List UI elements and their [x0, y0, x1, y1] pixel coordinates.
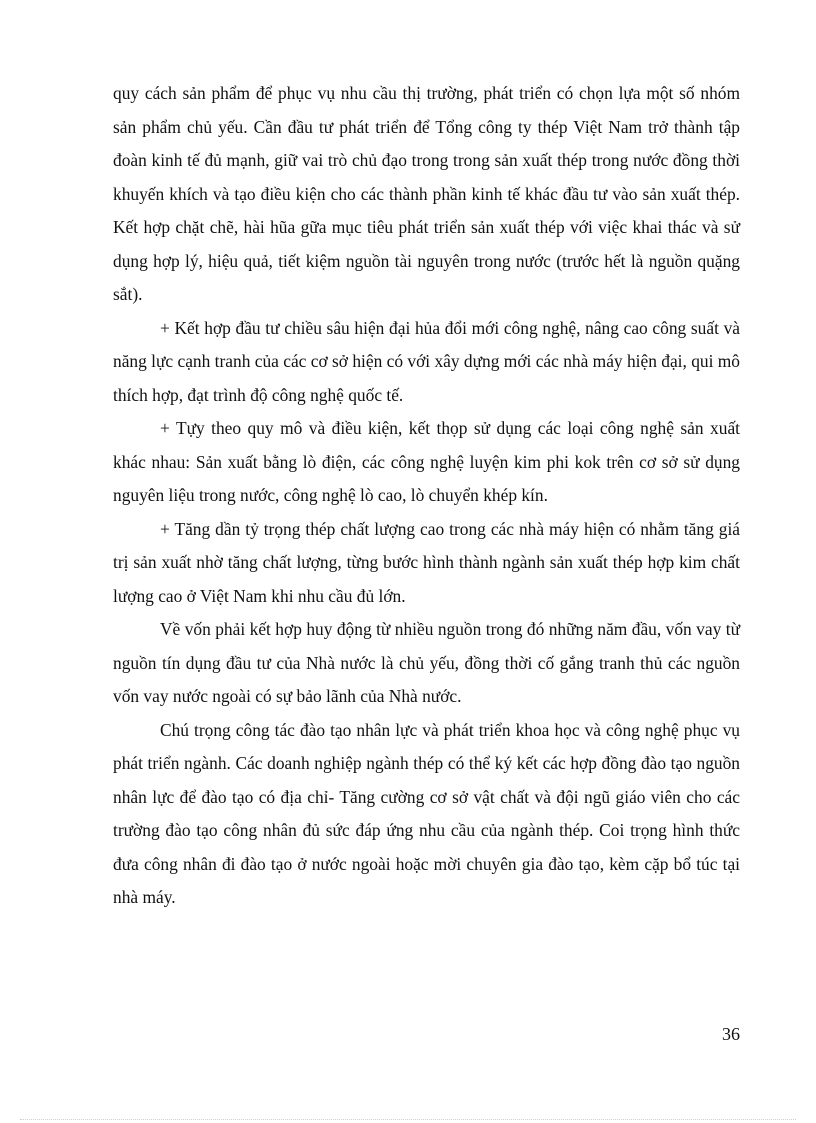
- paragraph-capital: Về vốn phải kết hợp huy động từ nhiều nguồn trong đó những năm đầu, vốn vay từ nguồn tín dụng đầu tư của Nhà nước là chủ yếu, đồng thời cố gắng tranh thủ các nguồn vốn vay nước ngoài có sự bảo lãnh của Nhà nước.: [113, 619, 740, 706]
- paragraph-training: Chú trọng công tác đào tạo nhân lực và phát triển khoa học và công nghệ phục vụ phát triển ngành. Các doanh nghiệp ngành thép có thể ký kết các hợp đồng đào tạo nguồn nhân lực để đào tạo có địa chỉ- Tăng cường cơ sở vật chất và đội ngũ giáo viên cho các trường đào tạo công nhân đủ sức đáp ứng nhu cầu của ngành thép. Coi trọng hình thức đưa công nhân đi đào tạo ở nước ngoài hoặc mời chuyên gia đào tạo, kèm cặp bổ túc tại nhà máy.: [113, 719, 740, 907]
- paragraph-technology-choice: + Tựy theo quy mô và điều kiện, kết thọp sử dụng các loại công nghệ sản xuất khác nhau: Sản xuất bằng lò điện, các công nghệ luyện kim phi kok trên cơ sở sử dụng nguyên liệu trong nước, công nghệ lò cao, lò chuyển khép kín.: [113, 418, 740, 505]
- body-text: [113, 77, 740, 915]
- page-number: 36: [722, 1024, 740, 1044]
- paragraph-high-quality-steel: + Tăng dần tỷ trọng thép chất lượng cao trong các nhà máy hiện có nhằm tăng giá trị sản xuất nhờ tăng chất lượng, từng bước hình thành ngành sản xuất thép hợp kim chất lượng cao ở Việt Nam khi nhu cầu đủ lớn.: [113, 518, 740, 606]
- paragraph-deep-investment: + Kết hợp đầu tư chiều sâu hiện đại hủa đổi mới công nghệ, nâng cao công suất và năng lực cạnh tranh của các cơ sở hiện có với xây dựng mới các nhà máy hiện đại, qui mô thích hợp, đạt trình độ công nghệ quốc tế.: [113, 317, 740, 405]
- bottom-divider: [20, 1119, 796, 1120]
- paragraph-product-specs: quy cách sản phẩm để phục vụ nhu cầu thị trường, phát triển có chọn lựa một số nhóm sản phẩm chủ yếu. Cần đầu tư phát triển để Tổng công ty thép Việt Nam trở thành tập đoàn kinh tế đủ mạnh, giữ vai trò chủ đạo trong trong sản xuất thép trong nước đồng thời khuyến khích và tạo điều kiện cho các thành phần kinh tế khác đầu tư vào sản xuất thép. Kết hợp chặt chẽ, hài hũa gữa mục tiêu phát triển sản xuất thép với việc khai thác và sử dụng hợp lý, hiệu quả, tiết kiệm nguồn tài nguyên trong nước (trước hết là nguồn quặng sắt).: [113, 83, 740, 304]
